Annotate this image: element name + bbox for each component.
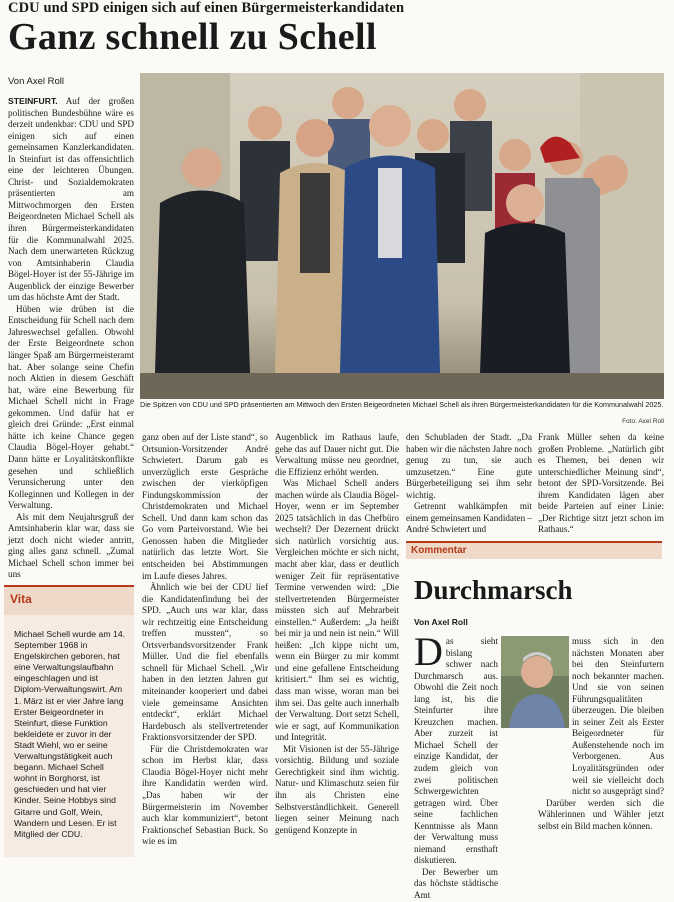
commentary-text: Darüber werden sich die Wählerinnen und Wähler jetzt selbst ein Bild machen können. [538, 797, 664, 831]
commentary-label: Kommentar [411, 545, 467, 556]
dateline: STEINFURT. [8, 96, 58, 106]
article-paragraph: Ähnlich wie bei der CDU lief die Kandidatenfindung bei der SPD. „Auch uns war klar, dass wir rechtzeitig eine Entscheidung treffen mussten“, so Ortsverbandsvorsitzender Frank Müller. Und die fiel ebenfalls schnell für Michael Schell. „Wir haben in den letzten Jahren gut miteinander kooperiert und dabei viele gemeinsame Ansichten entdeckt“, erklärt Michael Hardebusch als stellvertretender Fraktionsvorsitzender der SPD. [142, 582, 268, 743]
article-column-5 [538, 432, 664, 538]
commentary-dropcap: D [414, 629, 443, 674]
commentary-column-1a [414, 629, 498, 901]
article-paragraph: Was Michael Schell anders machen würde als Claudia Bögel-Hoyer, wenn er im September 2025 tatsächlich in das Chefbüro wechselt? Der Dezernent drückt sich natürlich vorsichtig aus. Vergleichen möchte er sich nicht, macht aber klar, dass er deutlich weniger Zeit für repräsentative Termine verwenden wird: „Die stellvertretenden Bürgermeister müssten sich auf Mehrarbeit einstellen.“ Außerdem: „Ja heißt bei mir ja und nein ist nein.“ Will heißen: „Ich kippe nicht um, wenn ein Bürger zu mir kommt und eine gefallene Entscheidung kritisiert.“ Ihm sei es wichtig, dass man wisse, woran man bei ihm sei. Das gelte auch innerhalb der Verwaltung. Dort setzt Schell, wie er sagt, auf Kommunikation und Integrität. [275, 478, 399, 743]
byline: Von Axel Roll [8, 76, 64, 87]
kicker: CDU und SPD einigen sich auf einen Bürgermeisterkandidaten [8, 0, 405, 16]
article-paragraph: Für die Christdemokraten war schon im Herbst klar, dass Claudia Bögel-Hoyer nicht mehr ihre Kandidatin werden wird. „Das haben wir der Bürgermeisterin im November auch klar kommuniziert“, betont Fraktionschef Sebastian Buck. So wie es im [142, 743, 268, 847]
article-intro: Auf der großen politischen Bundesbühne wäre es derzeit undenkbar: CDU und SPD einigen sich auf einen gemeinsamen Kanzlerkandidaten. In Steinfurt ist das offensichtlich eine der leichteren Übungen. Christ- und Sozialdemokraten präsentierten am Mittwochmorgen den Ersten Beigeordneten Michael Schell als ihren Bürgermeisterkandidaten für die Kommunalwahl 2025. Nach dem unerwarteten Rückzug von Amtsinhaberin Claudia Bögel-Hoyer ist der 55-Jährige im Augenblick der einzige Bewerber um das höchste Amt der Stadt. [8, 96, 135, 303]
commentary-text: Der Bewerber um das höchste städtische Amt [414, 866, 498, 901]
article-column-4 [406, 432, 532, 538]
article-paragraph: Hüben wie drüben ist die Entscheidung für Schell nach dem Jahreswechsel gefallen. Obwohl der Erste Beigeordnete schon länger Spaß am Bürgermeisteramt hat. Aber solange seine Chefin noch Aktien in diesem Geschäft hat, wäre eine Bewerbung für Michael Schell nicht in Frage gekommen. Und dafür hat er gleich drei Gründe: „Erst einmal hätte ich keine Chance gegen Claudia Bögel-Hoyer gehabt.“ Dann hätte er Loyalitätskonflikte gesehen und schließlich Verunsicherung unter den Kolleginnen und Kollegen in der Verwaltung. [8, 303, 134, 511]
commentary-text: as sieht bislang schwer nach Durchmarsch aus. Obwohl die Zeit noch lang ist, bis die Steinfurter ihre Kreuzchen machen. Aber zurzeit ist Michael Schell der einzige Kandidat, der zudem gleich von zwei politischen Schwergewichten getragen wird. Über seine fachlichen Kenntnisse als Mann der Verwaltung muss niemand ernsthaft diskutieren. [414, 636, 498, 866]
group-photo-image [140, 73, 664, 399]
article-paragraph: den Schubladen der Stadt. „Da haben wir die nächsten Jahre noch genug zu tun, sie auch umzusetzen.“ Eine gute Bürgerbeteiligung sei ihm sehr wichtig. [406, 432, 532, 500]
vita-label: Vita [10, 592, 32, 606]
article-column-2 [142, 432, 268, 857]
vita-box [4, 615, 134, 857]
vita-text: Michael Schell wurde am 14. September 1968 in Engelskirchen geboren, hat eine Verwaltungslaufbahn eingeschlagen und ist Diplom-Verwaltungswirt. Am 1. März ist er vier Jahre lang Erster Beigeordneter in Steinfurt, diese Funktion bekleidete er zuvor in der Stadt Wiehl, wo er seine Verwaltungstätigkeit auch begann. Michael Schell wohnt in Borghorst, ist geschieden und hat vier Kinder. Seine Hobbys sind Gitarre und Golf, Wein, Wandern und Lesen. Er ist Mitglied der CDU. [14, 629, 126, 839]
photo-credit: Foto: Axel Roll [622, 418, 664, 425]
commentary-byline: Von Axel Roll [414, 617, 468, 627]
headline: Ganz schnell zu Schell [8, 16, 377, 58]
article-column-3 [275, 432, 399, 857]
article-paragraph: Frank Müller sehen da keine großen Probleme. „Natürlich gibt es Themen, bei denen wir unterschiedlicher Meinung sind“, betont der SPD-Vorsitzende. Bei ihrem Kandidaten lägen aber beide Parteien auf einer Linie: „Der Richtige sitzt jetzt schon im Rathaus.“ [538, 432, 664, 535]
commentary-title: Durchmarsch [414, 575, 573, 605]
photo-caption: Die Spitzen von CDU und SPD präsentierten am Mittwoch den Ersten Beigeordneten Michael Schell als ihren Bürgermeisterkandidaten für die Kommunalwahl 2025. [140, 400, 664, 409]
commentary-column-2 [538, 636, 664, 857]
article-paragraph: Augenblick im Rathaus laufe, gehe das auf Dauer nicht gut. Die Verwaltung müsse neu geordnet, die Effizienz erhöht werden. [275, 432, 399, 477]
article-column-1 [8, 96, 134, 584]
article-paragraph: Als mit dem Neujahrsgruß der Amtsinhaberin klar war, dass sie jetzt doch nicht wieder antritt, ging alles ganz schnell. „Zumal Michael Schell schon immer bei uns [8, 511, 134, 580]
article-paragraph: Getrennt wahlkämpfen mit einem gemeinsamen Kandidaten – André Schwietert und [406, 501, 532, 535]
article-paragraph: ganz oben auf der Liste stand“, so Ortsunion-Vorsitzender André Schwietert. Darum gab es unverzüglich erste Gespräche zwischen der vierköpfigen Findungskommission der Christdemokraten und Michael Schell. Und dann kam schon das Go vom Parteivorstand. Wie bei Genossen haben die Mitglieder natürlich das letzte Wort. Sie entscheiden bei Abstimmungen im Laufe dieses Jahres. [142, 432, 268, 581]
commentary-text: muss sich in den nächsten Monaten aber bei den Steinfurtern noch bekannter machen. Und sie von seinen Führungsqualitäten überzeugen. Die bleiben in seiner Zeit als Erster Beigeordneter für Außenstehende noch im Verborgenen. Aus Loyalitätsgründen oder weil sie vielleicht doch nicht so ausgeprägt sind? [572, 636, 664, 797]
commentary-header [406, 541, 662, 559]
group-photo [140, 73, 664, 399]
article-paragraph: Mit Visionen ist der 55-Jährige vorsichtig. Bildung und soziale Gerechtigkeit sind ihm wichtig. Natur- und Klimaschutz seien für ihn als Christen eine Selbstverständlichkeit. Generell liegen seiner Meinung nach genügend Konzepte in [275, 743, 399, 835]
vita-header [4, 585, 134, 615]
